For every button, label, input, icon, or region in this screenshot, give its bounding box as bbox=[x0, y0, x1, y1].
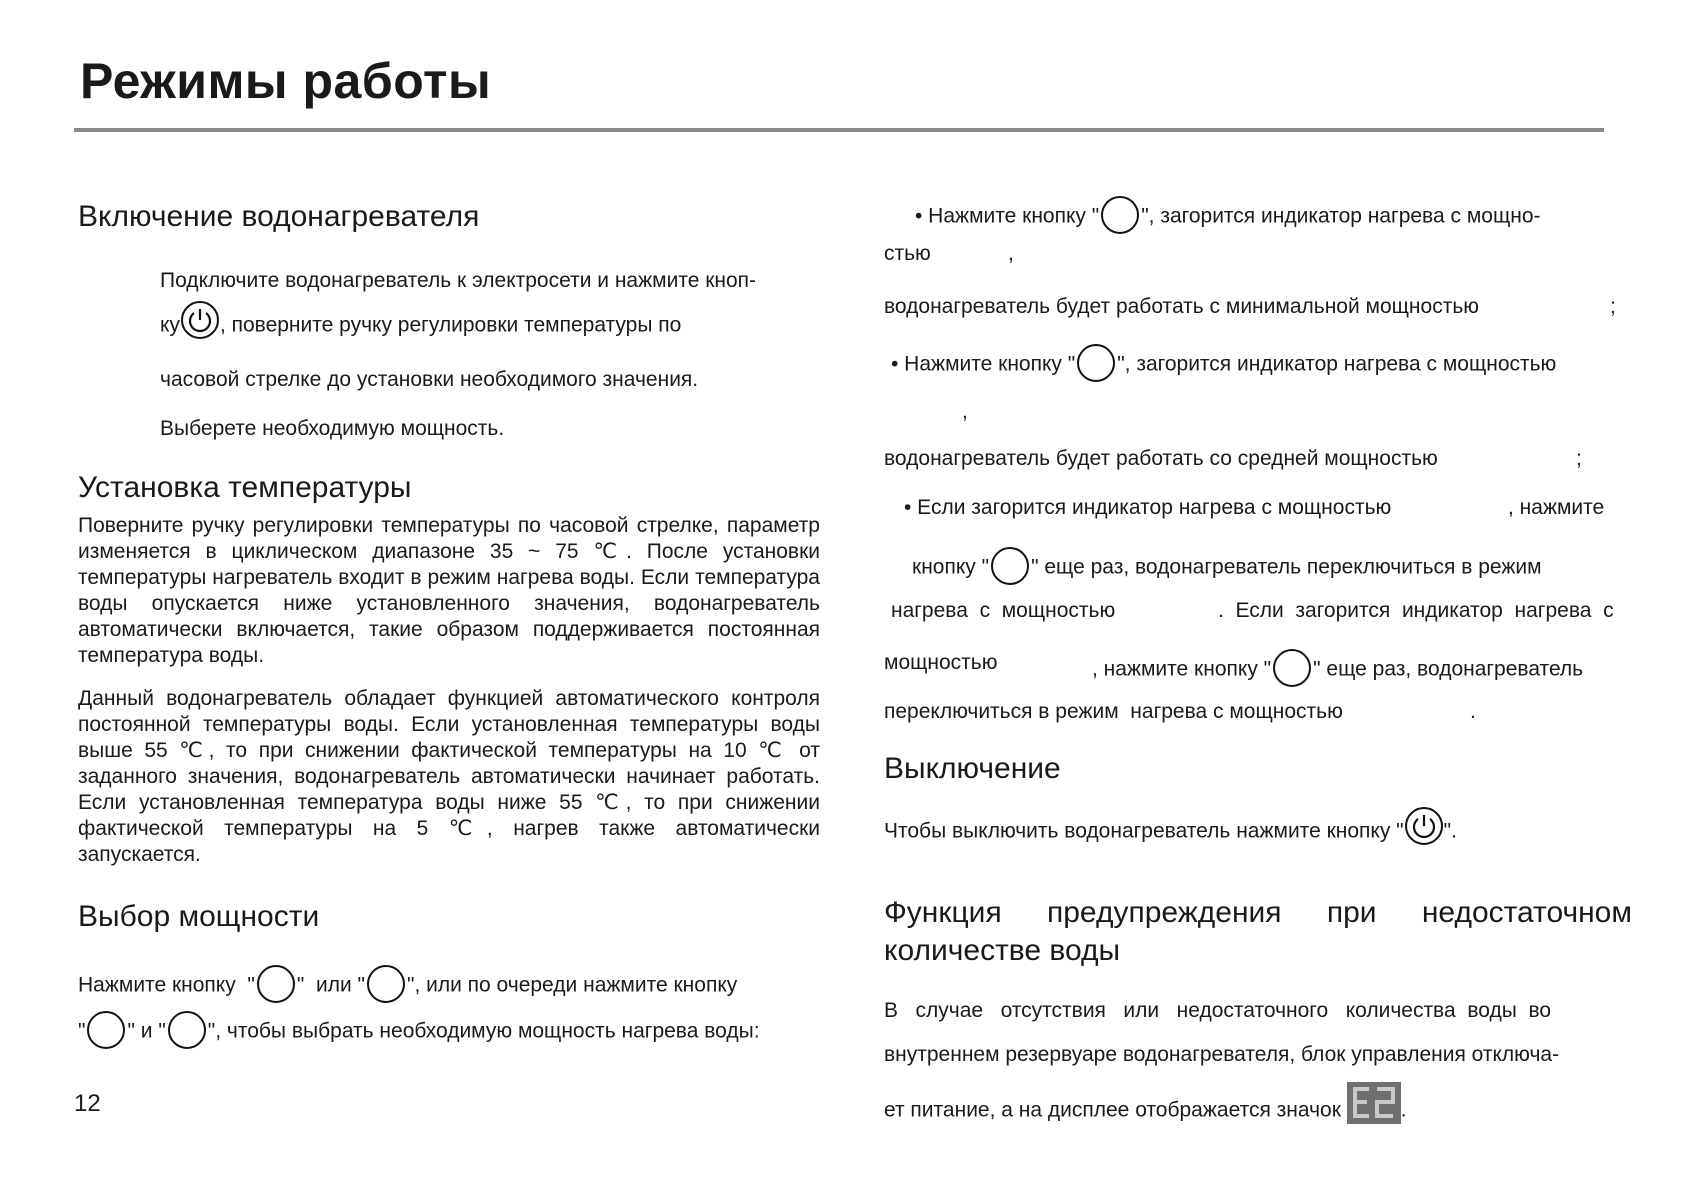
bullet-mid-semicolon: ; bbox=[1576, 447, 1582, 470]
bullet-min-b: ", загорится индикатор нагрева с мощно- bbox=[1141, 204, 1541, 228]
title-divider bbox=[74, 128, 1604, 132]
bullet-switch-b2: " еще раз, водонагреватель переключиться в режим bbox=[1031, 555, 1542, 579]
power-button-blank-icon bbox=[367, 965, 405, 1003]
page-number: 12 bbox=[74, 1090, 101, 1117]
bullet-mid-comma: , bbox=[962, 400, 968, 423]
heading-power-off: Выключение bbox=[884, 752, 1061, 785]
bullet-switch-line-5: переключиться в режим нагрева с мощностью bbox=[884, 700, 1343, 723]
bullet-min-line-3: водонагреватель будет работать с минимальной мощностью bbox=[884, 295, 1480, 318]
power-off-text bbox=[884, 812, 1457, 852]
power-on-line-3: часовой стрелке до установки необходимого значения. bbox=[160, 368, 699, 391]
bullet-min-a: • Нажмите кнопку " bbox=[915, 204, 1100, 228]
power-button-icon bbox=[180, 300, 220, 340]
bullet-mid-line-1 bbox=[891, 346, 1556, 384]
error-e2-icon bbox=[1347, 1082, 1401, 1124]
heading-power-on: Включение водонагревателя bbox=[78, 200, 480, 233]
bullet-min-semicolon: ; bbox=[1610, 295, 1616, 318]
warning-line-3 bbox=[884, 1090, 1407, 1132]
warning-line-2: внутреннем резервуаре водонагревателя, блок управления отключа- bbox=[884, 1043, 1560, 1066]
power-button-blank-icon bbox=[87, 1011, 125, 1049]
heading-power-select: Выбор мощности bbox=[78, 900, 320, 933]
bullet-mid-a: • Нажмите кнопку " bbox=[891, 352, 1076, 376]
heading-water-warning: Функция предупреждения при недостаточном количестве воды bbox=[884, 896, 1632, 967]
power-select-text-f: ", чтобы выбрать необходимую мощность нагрева воды: bbox=[207, 1019, 760, 1043]
bullet-switch-line-4a: мощностью bbox=[884, 651, 998, 674]
bullet-switch-line-1: • Если загорится индикатор нагрева с мощностью bbox=[904, 496, 1392, 519]
bullet-mid-b: ", загорится индикатор нагрева с мощностью bbox=[1117, 352, 1557, 376]
bullet-switch-d3: " еще раз, водонагреватель bbox=[1313, 657, 1584, 681]
power-select-text-e: " и " bbox=[127, 1019, 166, 1043]
warning-line-3b: . bbox=[1400, 1098, 1407, 1122]
bullet-switch-period: . bbox=[1470, 700, 1476, 723]
power-button-blank-icon bbox=[1101, 196, 1139, 234]
page-title: Режимы работы bbox=[80, 53, 492, 109]
power-button-blank-icon bbox=[1077, 344, 1115, 382]
bullet-switch-d2: , нажмите кнопку " bbox=[1092, 657, 1272, 681]
power-select-text-b: " или " bbox=[296, 973, 365, 997]
power-button-blank-icon bbox=[257, 965, 295, 1003]
power-on-line-1: Подключите водонагреватель к электросети и нажмите кноп- bbox=[160, 269, 757, 292]
power-select-text-c: ", или по очереди нажмите кнопку bbox=[406, 973, 738, 997]
power-button-blank-icon bbox=[168, 1011, 206, 1049]
power-off-text-a: Чтобы выключить водонагреватель нажмите кнопку " bbox=[884, 819, 1404, 843]
temperature-paragraph-2: Данный водонагреватель обладает функцией автоматического контроля постоянной температуры воды. Если установленная температуры воды выше 55 ℃, то при снижении фактической температуры на 10 ℃ от заданного значения, водонагреватель автоматически начинает работать. Если установленная температура воды ниже 55 ℃, то при снижении фактической температуры на 5 ℃, нагрев также автоматически запускается. bbox=[78, 687, 820, 866]
power-on-line-2b: , поверните ручку регулировки температуры по bbox=[219, 313, 682, 337]
bullet-switch-line-4b bbox=[1092, 651, 1583, 689]
power-select-text-d: " bbox=[78, 1019, 86, 1043]
power-select-line-1 bbox=[78, 967, 737, 1005]
power-on-line-2 bbox=[160, 306, 681, 346]
power-button-icon bbox=[1404, 806, 1444, 846]
bullet-switch-line-2 bbox=[912, 549, 1542, 587]
bullet-switch-line-1b: , нажмите bbox=[1508, 496, 1605, 519]
warning-line-3a: ет питание, а на дисплее отображается значок bbox=[884, 1098, 1341, 1122]
bullet-min-line-1 bbox=[915, 198, 1541, 236]
temperature-paragraph-1: Поверните ручку регулировки температуры по часовой стрелке, параметр изменяется в циклическом диапазоне 35 ~ 75 ℃. После установки температуры нагреватель входит в режим нагрева воды. Если температура воды опускается ниже установленного значения, водонагреватель автоматически включается, такие образом поддерживается постоянная температура воды. bbox=[78, 514, 820, 667]
power-on-line-2a: ку bbox=[160, 313, 180, 337]
power-button-blank-icon bbox=[1273, 649, 1311, 687]
power-off-text-b: ". bbox=[1443, 819, 1457, 843]
bullet-switch-line-3a: нагрева с мощностью bbox=[891, 599, 1116, 622]
bullet-mid-line-3: водонагреватель будет работать со средней мощностью bbox=[884, 447, 1438, 470]
bullet-min-line-2: стью bbox=[884, 242, 931, 265]
heading-temperature: Установка температуры bbox=[78, 471, 412, 504]
bullet-min-comma: , bbox=[1008, 242, 1014, 265]
warning-line-1: В случае отсутствия или недостаточного количества воды во bbox=[884, 999, 1552, 1022]
bullet-switch-line-3b: . Если загорится индикатор нагрева с bbox=[1218, 599, 1614, 622]
power-on-line-4: Выберете необходимую мощность. bbox=[160, 417, 505, 440]
power-select-text-a: Нажмите кнопку " bbox=[78, 973, 255, 997]
bullet-switch-b1: кнопку " bbox=[912, 555, 990, 579]
power-select-line-2 bbox=[78, 1013, 760, 1051]
power-button-blank-icon bbox=[991, 547, 1029, 585]
